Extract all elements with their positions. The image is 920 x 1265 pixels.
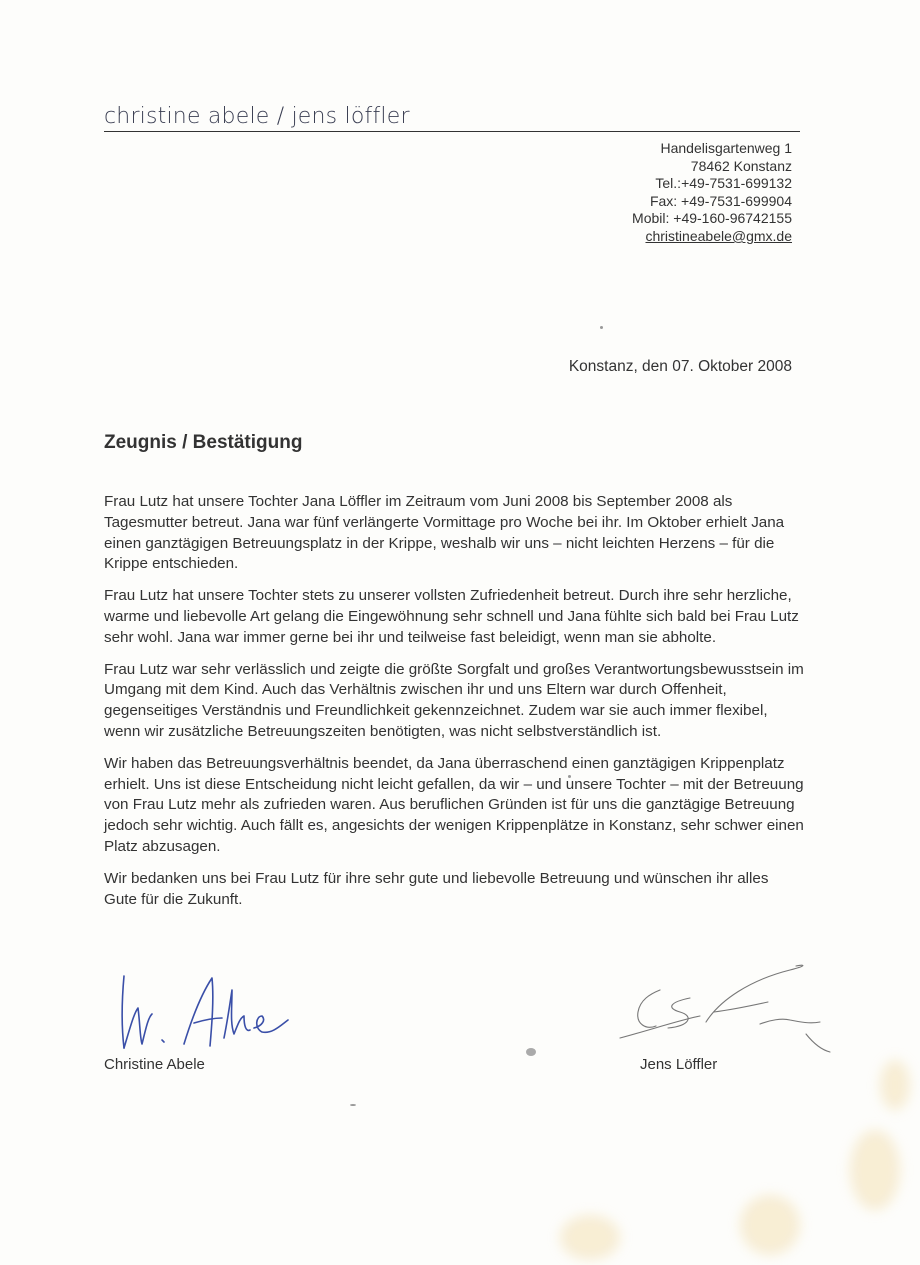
letter-body [104,492,804,921]
sender-address [492,140,792,246]
body-paragraph: Frau Lutz hat unsere Tochter stets zu unserer vollsten Zufriedenheit betreut. Durch ihre sehr herzliche, warme und liebevolle Art gelang die Eingewöhnung sehr schnell und Jana fühlte sich bald bei Frau Lutz sehr wohl. Jana war immer gerne bei ihr und teilweise fast beleidigt, wenn man sie abholte. [104,587,799,646]
letter-date: Konstanz, den 07. Oktober 2008 [568,358,792,375]
paper-speck [600,326,603,329]
letterhead: christine abele / jens löffler [104,104,800,132]
body-paragraph: Frau Lutz war sehr verlässlich und zeigte die größte Sorgfalt und großes Verantwortungsbewusstsein im Umgang mit dem Kind. Auch das Verhältnis zwischen ihr und uns Eltern war durch Offenheit, gegenseitiges Verständnis und Freundlichkeit gekennzeichnet. Zudem war sie auch immer flexibel, wenn wir zusätzliche Betreuungszeiten benötigten, was nicht selbstverständlich ist. [104,660,804,740]
address-email[interactable]: christineabele@gmx.de [645,227,792,244]
body-paragraph: Frau Lutz hat unsere Tochter Jana Löffler im Zeitraum vom Juni 2008 bis September 2008 als Tagesmutter betreut. Jana war fünf verlängerte Vormittage pro Woche bei ihr. Im Oktober erhielt Jana einen ganztägigen Betreuungsplatz in der Krippe, weshalb wir uns – nicht leichten Herzens – für die Krippe entschieden. [104,493,785,573]
address-street: Handelisgartenweg 1 [660,140,792,156]
paper-speck [350,1104,356,1106]
letter-subject: Zeugnis / Bestätigung [104,432,303,453]
body-paragraph: Wir bedanken uns bei Frau Lutz für ihre sehr gute und liebevolle Betreuung und wünschen ihr alles Gute für die Zukunft. [104,869,769,908]
signature-jens-loeffler [610,960,840,1060]
address-mobil: Mobil: +49-160-96742155 [632,210,792,227]
body-paragraph: Wir haben das Betreuungsverhältnis beendet, da Jana überraschend einen ganztägigen Krippenplatz erhielt. Uns ist diese Entscheidung nicht leicht gefallen, da wir – und unsere Tochter – mit der Betreuung von Frau Lutz mehr als zufrieden waren. Aus beruflichen Gründen ist für uns die ganztägige Betreuung jedoch sehr wichtig. Auch fällt es, angesichts der wenigen Krippenplätze in Konstanz, sehr schwer einen Platz abzusagen. [104,754,804,855]
address-tel: Tel.:+49-7531-699132 [655,175,792,192]
address-fax: Fax: +49-7531-699904 [649,192,792,209]
address-city: 78462 Konstanz [690,157,792,174]
paper-stain [560,1215,620,1260]
paper-speck [526,1048,536,1056]
signer-left-name: Christine Abele [104,1056,205,1073]
signature-christine-abele [112,968,312,1058]
paper-stain [850,1130,900,1210]
signer-right-name: Jens Löffler [640,1056,718,1073]
paper-stain [740,1195,800,1255]
paper-stain [880,1060,910,1110]
